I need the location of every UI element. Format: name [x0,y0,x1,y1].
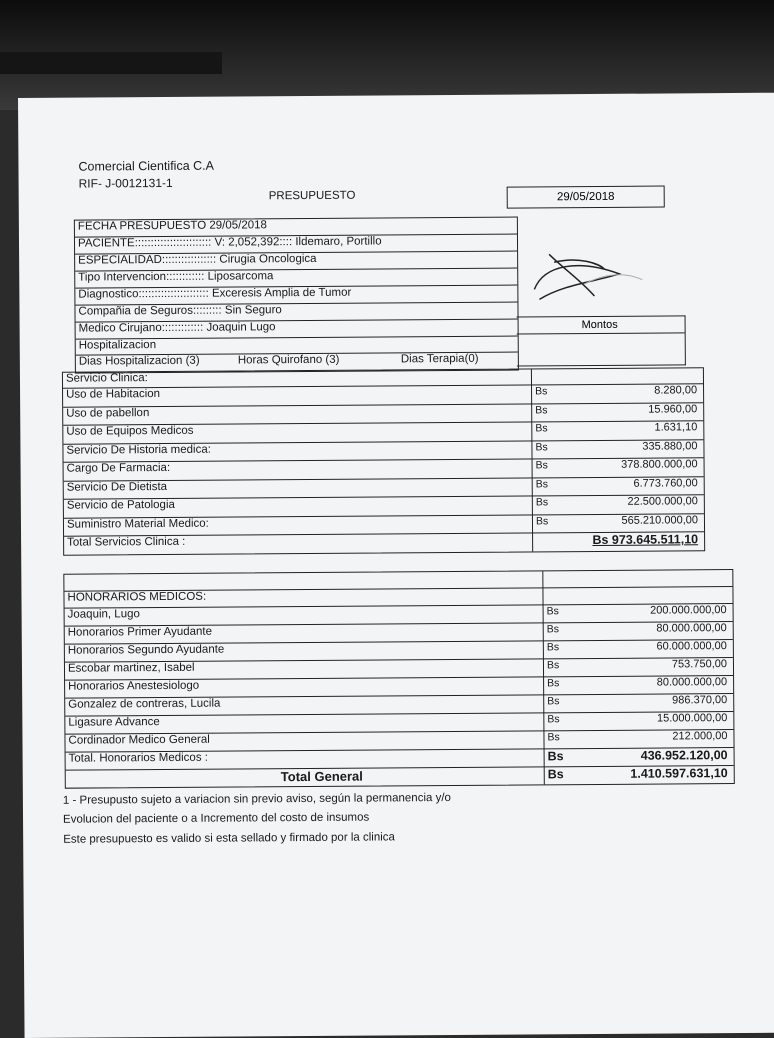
note-line-2: Evolucion del paciente o a Incremento del costo de insumos [62,811,370,826]
header-row: Diagnostico:::::::::::::::::::::: Exceresis Amplia de Tumor [75,286,517,306]
company-name: Comercial Cientifica C.A [78,158,214,174]
honorarios-total-currency: Bs [547,749,564,764]
honorarios-amount: 80.000.000,00 [656,676,728,689]
dias-hospitalizacion: Dias Hospitalizacion (3) [78,354,200,368]
servicios-total-amount: Bs 973.645.511,10 [592,532,699,548]
montos-header [517,315,686,366]
servicios-currency: Bs [535,496,549,509]
servicios-currency: Bs [535,477,549,490]
honorarios-amount: 15.000.000,00 [656,712,728,725]
note-line-3: Este presupuesto es valido si esta sellado y firmado por la clinica [63,831,395,846]
honorarios-total-label: Total. Honorarios Medicos : [68,751,208,765]
dias-terapia: Dias Terapia(0) [400,352,479,366]
honorarios-amount: 80.000.000,00 [656,622,727,635]
honorarios-label: Gonzalez de contreras, Lucila [68,697,221,711]
honorarios-label: Joaquin, Lugo [67,608,140,621]
honorarios-amount: 60.000.000,00 [656,640,727,653]
horas-quirofano: Horas Quirofano (3) [237,353,340,367]
servicios-label: Uso de Habitacion [66,388,161,401]
honorarios-currency: Bs [546,623,560,636]
header-row: Compañia de Seguros::::::::: Sin Seguro [75,303,517,323]
servicios-currency: Bs [535,459,548,472]
servicios-amount: 8.280,00 [654,384,698,397]
honorarios-table [63,569,734,789]
servicios-amount: 6.773.760,00 [633,476,698,490]
servicios-currency: Bs [535,514,549,527]
honorarios-amount: 753.750,00 [671,658,728,671]
header-row: Tipo Intervencion:::::::::::: Liposarcoma [75,269,517,289]
signature-stamp [524,244,644,315]
honorarios-total-amount: 436.952.120,00 [640,748,728,763]
honorarios-currency: Bs [546,605,559,618]
honorarios-label: Honorarios Anestesiologo [68,679,200,693]
servicios-amount: 22.500.000,00 [627,495,698,508]
dashboard-slot [0,52,222,74]
document-title: PRESUPUESTO [268,189,356,203]
servicios-heading: Servicio Clinica: [65,372,148,385]
grand-total-label: Total General [280,768,363,785]
patient-info-box [74,217,519,374]
servicios-currency: Bs [535,403,548,416]
header-row: PACIENTE:::::::::::::::::::::::: V: 2,052,392:::: Ildemaro, Portillo [75,235,517,255]
honorarios-currency: Bs [547,695,560,708]
servicios-amount: 15.960,00 [648,402,698,416]
company-rif: RIF- J-0012131-1 [78,175,173,191]
honorarios-currency: Bs [546,659,560,672]
honorarios-label: Ligasure Advance [68,716,160,729]
servicios-label: Uso de pabellon [66,406,150,420]
header-row: ESPECIALIDAD::::::::::::::::: Cirugia Oncologica [75,252,517,272]
honorarios-label: Cordinador Medico General [68,733,210,747]
note-line-1: 1 - Presupusto sujeto a variacion sin previo aviso, según la permanencia y/o [62,791,451,807]
honorarios-currency: Bs [547,713,560,726]
servicios-table [62,367,705,555]
montos-label: Montos [581,318,618,332]
servicios-total-label: Total Servicios Clinica : [67,535,186,549]
honorarios-label: Honorarios Segundo Ayudante [67,643,225,657]
honorarios-currency: Bs [546,641,560,654]
servicios-label: Cargo De Farmacia: [66,461,171,475]
honorarios-currency: Bs [547,731,560,744]
grand-total-row [66,766,734,788]
honorarios-label: Honorarios Primer Ayudante [67,625,213,639]
grand-total-amount: 1.410.597.631,10 [630,766,728,781]
date-box: 29/05/2018 [507,185,665,208]
servicios-currency: Bs [535,440,548,453]
servicios-label: Suministro Material Medico: [66,517,209,531]
grand-total-currency: Bs [547,767,564,782]
header-row: FECHA PRESUPUESTO 29/05/2018 [75,218,517,238]
servicios-amount: 565.210.000,00 [621,513,699,527]
honorarios-amount: 986.370,00 [672,694,728,707]
servicios-amount: 378.800.000,00 [621,458,698,471]
honorarios-heading: HONORARIOS MEDICOS: [67,590,207,604]
honorarios-label: Escobar martinez, Isabel [67,661,195,675]
servicios-total-row [64,532,704,554]
servicios-label: Servicio De Historia medica: [66,443,211,457]
servicios-label: Servicio De Dietista [66,480,168,494]
honorarios-amount: 200.000.000,00 [650,604,727,617]
honorarios-currency: Bs [547,677,560,690]
servicios-label: Servicio de Patologia [66,498,175,512]
servicios-currency: Bs [535,422,548,435]
honorarios-amount: 212.000,00 [672,730,728,743]
header-row: Hospitalizacion [76,337,518,356]
header-row: Medico Cirujano::::::::::::: Joaquin Lugo [76,320,518,340]
servicios-label: Uso de Equipos Medicos [66,424,194,438]
budget-document [18,93,774,1038]
servicios-amount: 1.631,10 [654,421,698,434]
servicios-currency: Bs [535,385,548,398]
servicios-amount: 335.880,00 [642,439,698,453]
